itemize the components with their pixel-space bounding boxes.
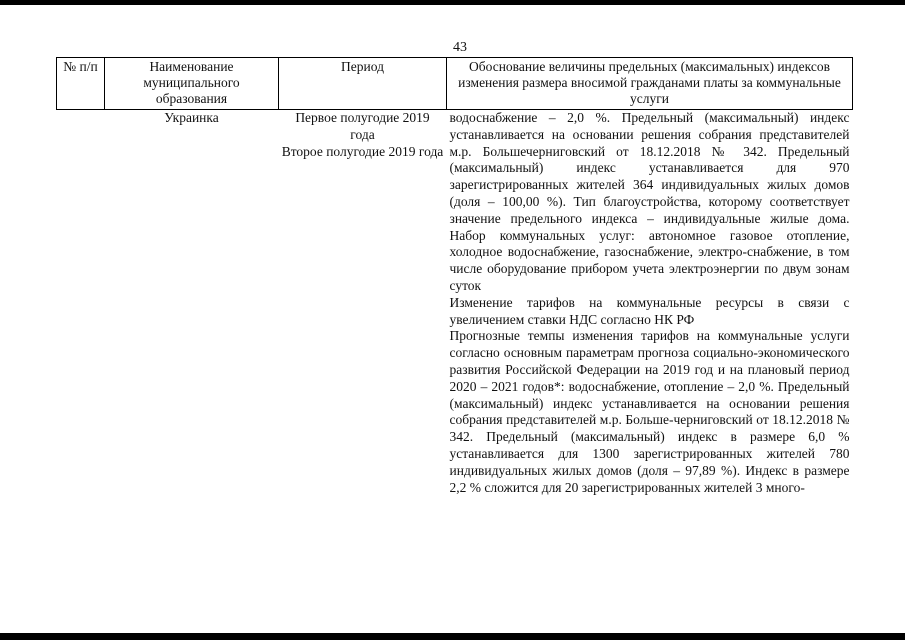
tariff-index-table xyxy=(56,57,853,496)
header-municipality: Наименование муниципального образования xyxy=(105,58,279,110)
header-number: № п/п xyxy=(57,58,105,110)
vat-paragraph: Изменение тарифов на коммунальные ресурсы в связи с увеличением ставки НДС согласно НК РФ xyxy=(449,294,850,327)
municipality-name: Украинка xyxy=(164,110,219,125)
continuation-paragraph: водоснабжение – 2,0 %. Предельный (максимальный) индекс устанавливается на основании решения собрания представителей м.р. Большечерниговский от 18.12.2018 № 342. Предельный (максимальный) индекс устанавливается для 970 зарегистрированных жителей 364 индивидуальных жилых домов (доля – 100,00 %). Тип благоустройства, которому соответствует значение предельного индекса – индивидуальные жилые дома. Набор коммунальных услуг: автономное газовое отопление, холодное водоснабжение, газоснабжение, электро-снабжение, в том числе оборудование прибором учета электроэнергии по двум зонам суток xyxy=(449,110,850,293)
forecast-paragraph: Прогнозные темпы изменения тарифов на коммунальные услуги согласно основным параметрам прогноза социально-экономического развития Российской Федерации на 2019 год и на плановый период 2020 – 2021 годов*: водоснабжение, отопление – 2,0 %. Предельный (максимальный) индекс устанавливается на основании решения собрания представителей м.р. Больше-черниговский от 18.12.2018 № 342. Предельный (максимальный) индекс в размере 6,0 % устанавливается для 1300 зарегистрированных жителей 780 индивидуальных жилых домов (доля – 97,89 %). Индекс в размере 2,2 % сложится для 20 зарегистрированных жителей 3 много- xyxy=(449,328,850,495)
scan-border-top xyxy=(0,0,905,5)
municipality-cell xyxy=(105,110,279,497)
header-period: Период xyxy=(279,58,447,110)
period-first-half: Первое полугодие 2019 года xyxy=(295,110,430,142)
row-number-cell xyxy=(57,110,105,497)
scan-border-bottom xyxy=(0,633,905,640)
page-number: 43 xyxy=(453,40,467,55)
table-row xyxy=(57,110,853,497)
table-header-row xyxy=(57,58,853,110)
period-cell xyxy=(279,110,447,497)
header-justification: Обоснование величины предельных (максимальных) индексов изменения размера вносимой гражданами платы за коммунальные услуги xyxy=(447,58,853,110)
period-second-half: Второе полугодие 2019 года xyxy=(281,143,444,159)
justification-cell xyxy=(447,110,853,497)
